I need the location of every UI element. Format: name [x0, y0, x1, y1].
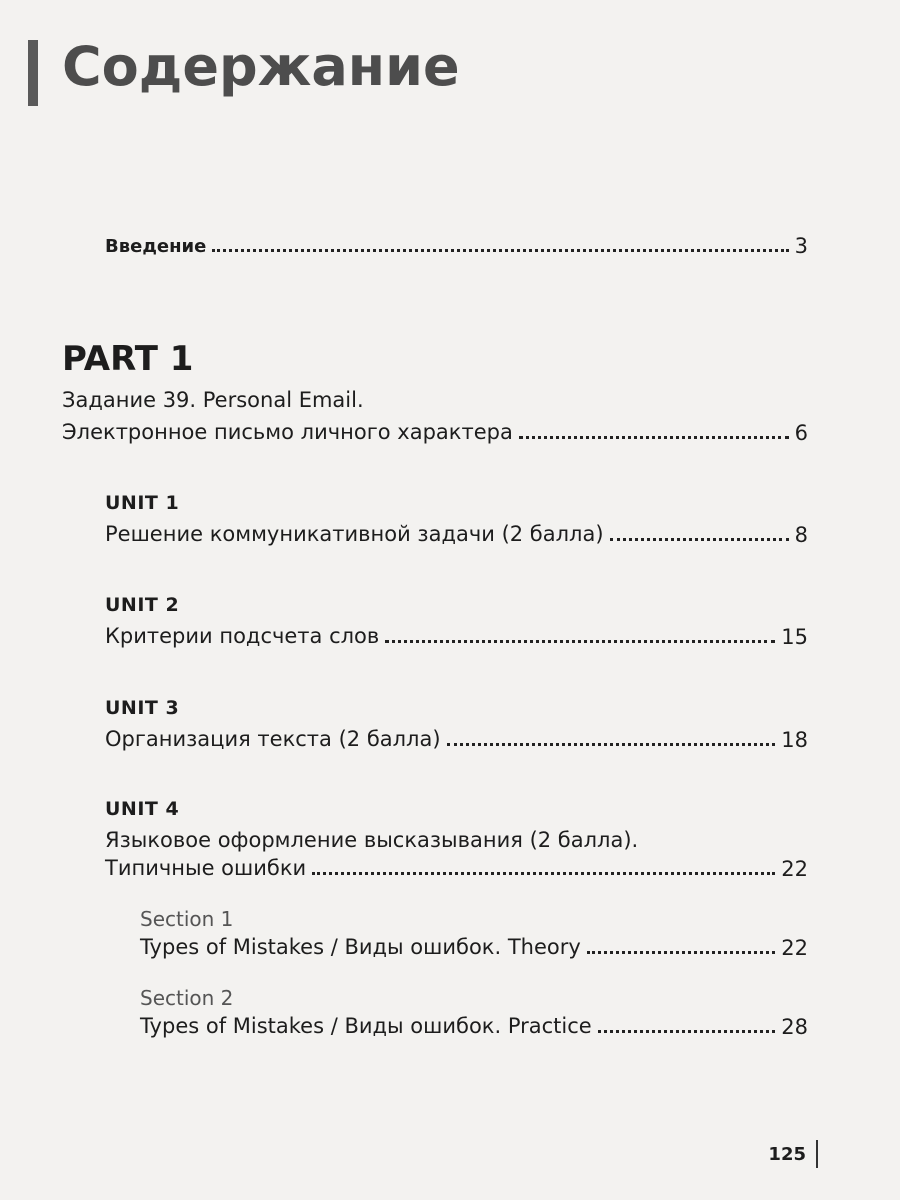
toc-entry-part-1[interactable]: [62, 420, 808, 445]
dot-leader: [519, 436, 789, 439]
toc-label: Электронное письмо личного характера: [62, 420, 513, 444]
toc-label: Организация текста (2 балла): [105, 727, 441, 751]
toc-page-number: 15: [781, 625, 808, 650]
dot-leader: [610, 538, 789, 541]
toc-label-line: Языковое оформление высказывания (2 балла).: [105, 828, 639, 852]
toc-entry-unit-1[interactable]: [105, 522, 808, 547]
toc-label: Типичные ошибки: [105, 856, 307, 880]
title-accent-bar: [28, 40, 38, 106]
toc-label: Критерии подсчета слов: [105, 624, 380, 648]
toc-entry-unit-4[interactable]: [105, 856, 808, 881]
toc-entry-introduction[interactable]: [105, 234, 808, 258]
unit-heading-1: UNIT 1: [105, 492, 180, 514]
toc-page-number: 6: [794, 421, 808, 446]
unit-heading-2: UNIT 2: [105, 594, 180, 616]
toc-page-number: 22: [781, 936, 808, 961]
toc-label: Введение: [105, 236, 207, 258]
dot-leader: [447, 743, 776, 746]
footer-page-number: 125: [768, 1143, 806, 1165]
page-footer: [768, 1140, 818, 1168]
toc-label: Types of Mistakes / Виды ошибок. Practice: [140, 1014, 592, 1038]
section-heading-2: Section 2: [140, 986, 234, 1010]
toc-page-number: 3: [794, 234, 808, 258]
unit-heading-3: UNIT 3: [105, 697, 180, 719]
toc-label: Решение коммуникативной задачи (2 балла): [105, 522, 604, 546]
part-heading: PART 1: [62, 339, 194, 379]
dot-leader: [312, 872, 775, 875]
toc-page-number: 22: [781, 857, 808, 882]
toc-label: Types of Mistakes / Виды ошибок. Theory: [140, 935, 581, 959]
section-heading-1: Section 1: [140, 907, 234, 931]
toc-entry-unit-2[interactable]: [105, 624, 808, 649]
footer-divider: [816, 1140, 818, 1168]
dot-leader: [385, 640, 775, 643]
toc-page-number: 8: [794, 523, 808, 548]
toc-entry-section-1[interactable]: [140, 935, 808, 960]
dot-leader: [598, 1030, 776, 1033]
toc-page-number: 18: [781, 728, 808, 753]
part-task-title: Задание 39. Personal Email.: [62, 388, 364, 412]
page-title: Содержание: [62, 35, 460, 98]
toc-entry-unit-3[interactable]: [105, 727, 808, 752]
dot-leader: [587, 951, 775, 954]
toc-page-number: 28: [781, 1015, 808, 1040]
toc-entry-section-2[interactable]: [140, 1014, 808, 1039]
dot-leader: [212, 249, 788, 252]
unit-heading-4: UNIT 4: [105, 798, 180, 820]
